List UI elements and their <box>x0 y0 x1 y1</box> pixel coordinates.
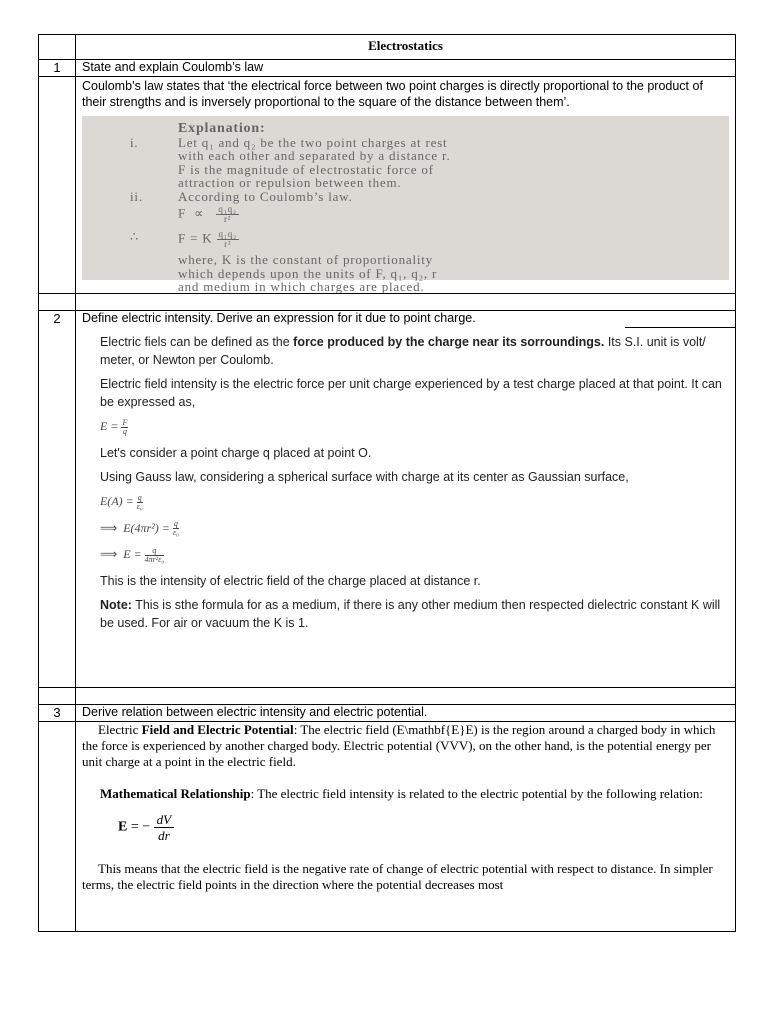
electric-intensity-answer: Electric fiels can be defined as the force produced by the charge near its sorroundings. Its S.I. unit is volt/ meter, or Newton per Coulomb. Electric field intensity is the electric force per unit charge experienced by a test charge placed at that point. It can be expressed as, E = $\frac{F}{q}$ Let's consider a point charge q placed at point O. Using Gauss law, considering a spherical surface with charge at its center as Gaussian surface, E(A) = $\frac{q}{\text{ε₀}}$ ⟹ E(4πr²) = $\frac{q}{\text{ε₀}}$ ⟹ E = $\frac{q}{\text{4πr²ε₀}}$ This is the intensity of electric field of the charge placed at distance r. Note: This is sthe formula for as a medium, if there is any other medium then respected dielectric constant K will be used. For air or vacuum the K is 1. <box>82 327 729 632</box>
equation-sphere: ⟹ E(4πr²) = $\frac{q}{\text{ε₀}}$ <box>100 519 179 538</box>
scan-heading: Explanation: <box>178 121 266 136</box>
number-cell <box>39 35 76 59</box>
scanned-explanation-image: Explanation: i. Let q₁ and q₂ be the two point charges at rest with each other and separated by a distance r. F is the magnitude of electrostatic force of attraction or repulsion between them. ii. According to Coulomb’s law. F ∝ $\frac{\text{q₁q₂}}{\text{r²}}$ ∴ F = K $\frac{\text{q₁q₂}}{\text{r²}}$ where, K is the constant of proportionality which depends upon the units of F, q₁, q₂, r and medium in which charges are placed. <box>82 116 729 280</box>
coulomb-equation: F = K $\frac{\text{q₁q₂}}{\text{r²}}$ <box>178 229 237 249</box>
answer-row-3 <box>39 721 735 932</box>
field-potential-equation: E = − $\frac{dV}{dr}$ <box>82 812 729 843</box>
question-number: 1 <box>39 60 76 76</box>
page-title: Electrostatics <box>368 38 443 53</box>
question-text: State and explain Coulomb’s law <box>82 60 264 74</box>
equation-gauss: E(A) = $\frac{q}{\text{ε₀}}$ <box>100 492 143 511</box>
coulomb-law-statement: Coulomb’s law states that ‘the electrical force between two point charges is directly proportional to the product of their strengths and is inversely proportional to the square of the distance between them’. <box>82 79 703 109</box>
question-row-2 <box>39 310 735 327</box>
question-text: Derive relation between electric intensity and electric potential. <box>82 705 428 719</box>
answer-row-2 <box>39 327 735 687</box>
spacer-row <box>39 293 735 310</box>
question-number: 2 <box>39 311 76 327</box>
question-text: Define electric intensity. Derive an expression for it due to point charge. <box>82 311 476 325</box>
equation-e-f-q: E = $\frac{F}{q}$ <box>100 417 128 436</box>
title-row <box>39 34 735 59</box>
question-row-1 <box>39 59 735 76</box>
proportional-equation: F ∝ $\frac{\text{q₁q₂}}{\text{r²}}$ <box>178 204 237 224</box>
equation-result: ⟹ E = $\frac{q}{\text{4πr²ε₀}}$ <box>100 546 165 564</box>
question-row-3 <box>39 704 735 721</box>
answer-row-1 <box>39 76 735 293</box>
spacer-row <box>39 687 735 704</box>
document-table <box>38 34 736 932</box>
question-number: 3 <box>39 705 76 721</box>
potential-relation-answer: Electric Field and Electric Potential: The electric field (E\mathbf{E}E) is the region around a charged body in which the force is experienced by another charged body. Electric potential (VVV), on the other hand, is the potential energy per unit charge at a point in the electric field. Mathematical Relationship: The electric field intensity is related to the electric potential by the following relation: E = − $\frac{dV}{dr}$ This means that the electric field is the negative rate of change of electric potential with respect to distance. In simpler terms, the electric field points in the direction where the potential decreases most <box>76 722 735 893</box>
